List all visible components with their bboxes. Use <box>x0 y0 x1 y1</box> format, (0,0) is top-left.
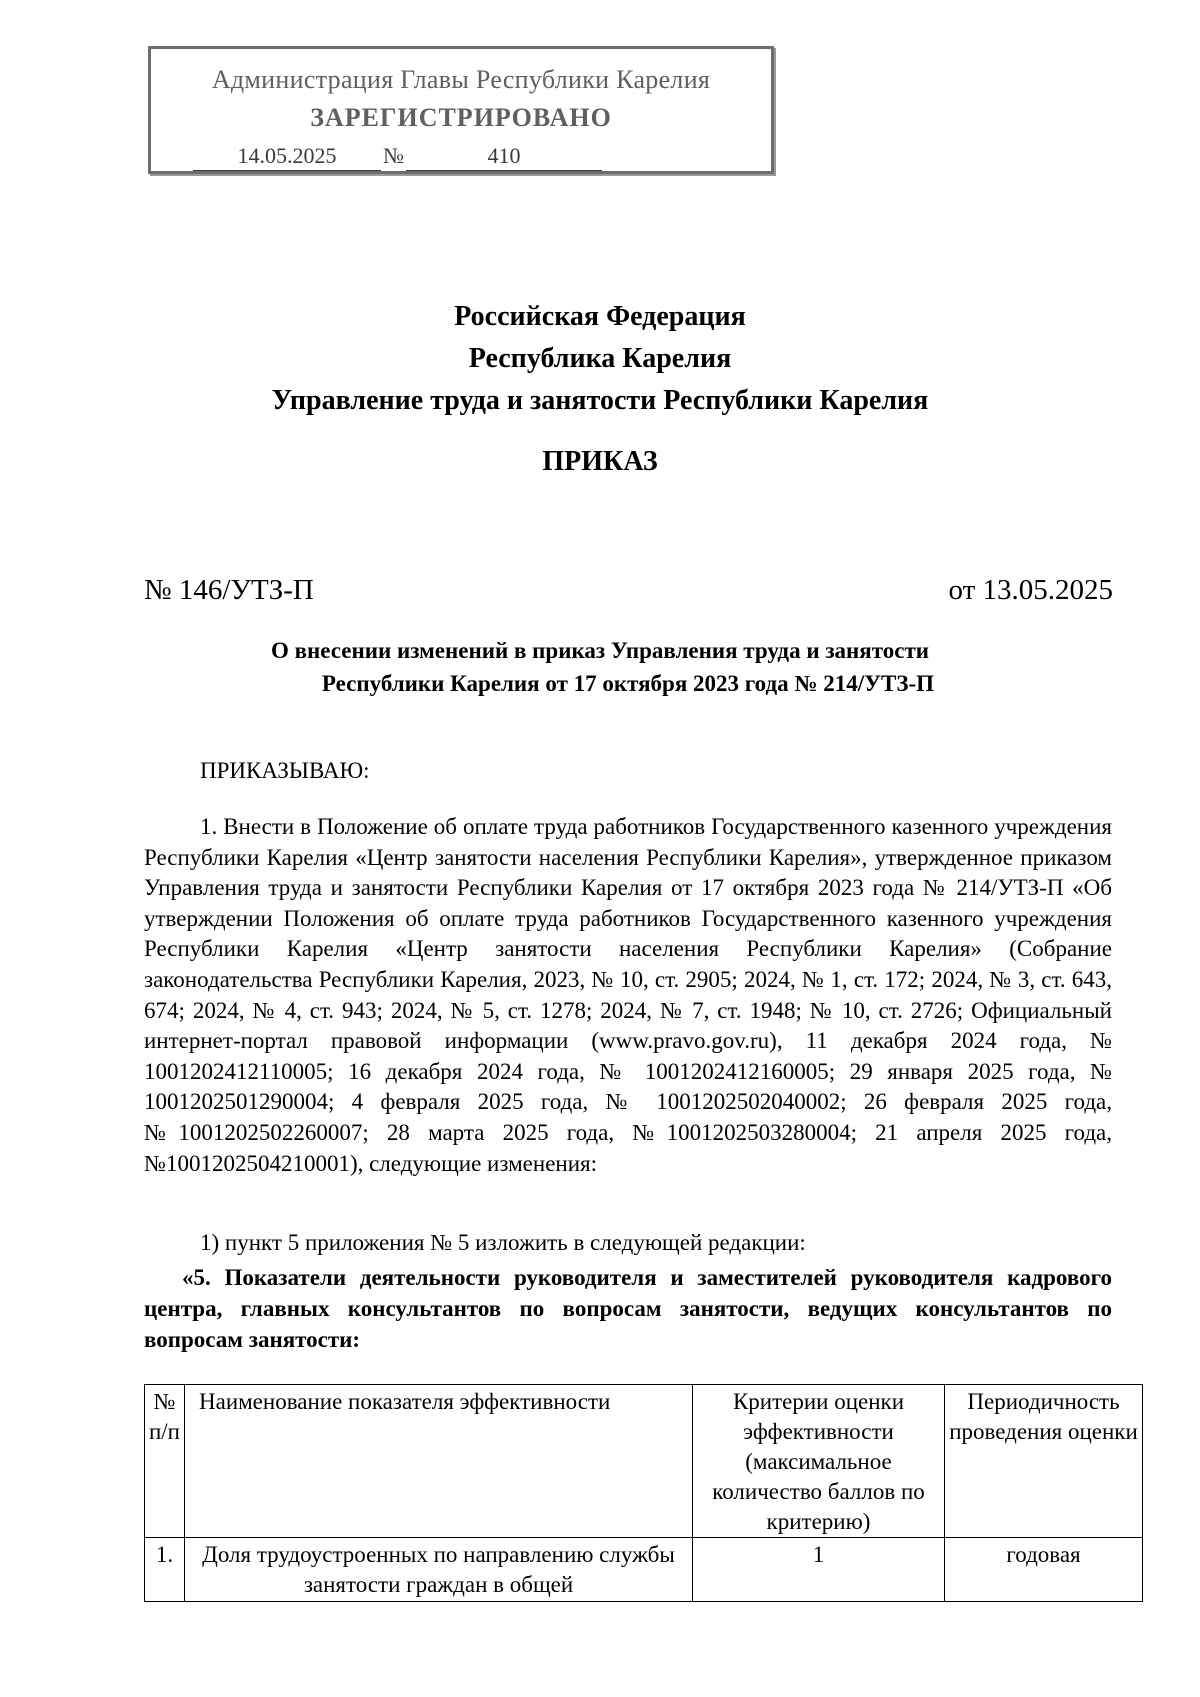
header-indicator-name: Наименование показателя эффективности <box>185 1385 693 1538</box>
table-header-row <box>145 1385 1143 1538</box>
subject-line-2: Республики Карелия от 17 октября 2023 года № 214/УТЗ-П <box>321 671 935 696</box>
row-criteria: 1 <box>693 1538 945 1602</box>
order-number: № 146/УТЗ-П <box>144 574 314 606</box>
order-title: ПРИКАЗ <box>542 446 658 477</box>
order-date: от 13.05.2025 <box>948 574 1113 606</box>
row-indicator-name: Доля трудоустроенных по направлению службы занятости граждан в общей <box>185 1538 693 1602</box>
header-period: Периодичность проведения оценки <box>945 1385 1143 1538</box>
table-row <box>145 1538 1143 1602</box>
stamp-number-label: № <box>383 143 404 168</box>
row-period: годовая <box>945 1538 1143 1602</box>
stamp-date: 14.05.2025 <box>193 143 381 171</box>
order-subject <box>0 634 1200 700</box>
header-num: № п/п <box>145 1385 185 1538</box>
stamp-registration-row <box>193 143 602 171</box>
header-criteria: Критерии оценки эффективности (максимальное количество баллов по критерию) <box>693 1385 945 1538</box>
stamp-number: 410 <box>406 143 602 171</box>
subject-line-1: О внесении изменений в приказ Управления труда и занятости <box>270 638 930 663</box>
point-5-heading: «5. Показатели деятельности руководителя и заместителей руководителя кадрового центра, главных консультантов по вопросам занятости, ведущих консультантов по вопросам занятости: <box>144 1265 1112 1352</box>
row-num: 1. <box>145 1538 185 1602</box>
paragraph-1: 1. Внести в Положение об оплате труда работников Государственного казенного учреждения Республики Карелия «Центр занятости населения Республики Карелия», утвержденное приказом Управления труда и занятости Республики Карелия от 17 октября 2023 года № 214/УТЗ-П «Об утверждении Положения об оплате труда работников Государственного казенного учреждения Республики Карелия «Центр занятости населения Республики Карелия» (Собрание законодательства Республики Карелия, 2023, № 10, ст. 2905; 2024, № 1, ст. 172; 2024, № 3, ст. 643, 674; 2024, № 4, ст. 943; 2024, № 5, ст. 1278; 2024, № 7, ст. 1948; № 10, ст. 2726; Официальный интернет-портал правовой информации (www.pravo.gov.ru), 11 декабря 2024 года, № 1001202412110005; 16 декабря 2024 года, № 1001202412160005; 29 января 2025 года, № 1001202501290004; 4 февраля 2025 года, № 1001202502040002; 26 февраля 2025 года, №1001202502260007; 28 марта 2025 года, №1001202503280004; 21 апреля 2025 года, №1001202504210001), следующие изменения: <box>144 814 1112 1176</box>
registration-stamp <box>148 46 774 174</box>
order-directive: ПРИКАЗЫВАЮ: <box>200 758 370 783</box>
indicators-table <box>144 1384 1143 1602</box>
header-agency: Управление труда и занятости Республики Карелия <box>271 385 929 416</box>
header-country: Российская Федерация <box>454 301 746 332</box>
stamp-registered: ЗАРЕГИСТРИРОВАНО <box>310 103 612 132</box>
document-header <box>0 296 1200 422</box>
header-region: Республика Карелия <box>468 343 732 374</box>
sub-item-1: 1) пункт 5 приложения № 5 изложить в следующей редакции: <box>200 1230 806 1255</box>
stamp-authority: Администрация Главы Республики Карелия <box>211 65 711 94</box>
